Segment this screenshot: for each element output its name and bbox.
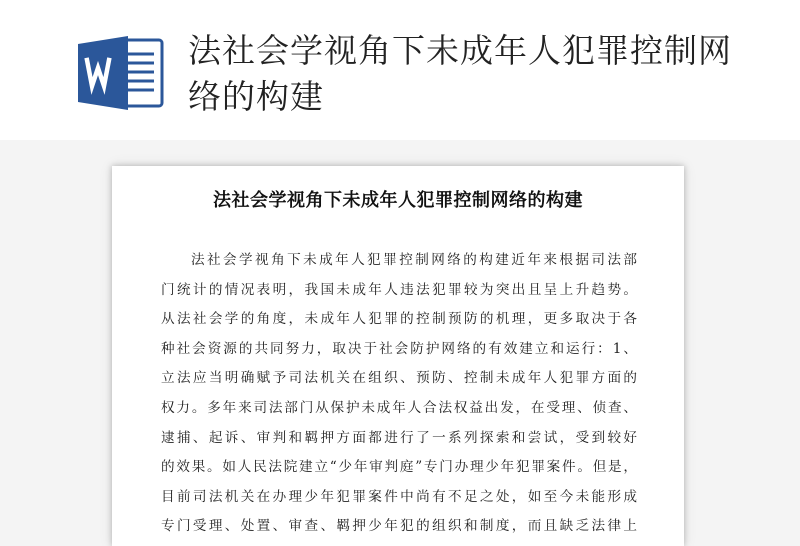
document-body — [161, 246, 637, 542]
body-line: 从法社会学的角度，未成年人犯罪的控制预防的机理，更多取决于各 — [161, 311, 637, 328]
word-document-icon — [78, 34, 166, 112]
header-title: 法社会学视角下未成年人犯罪控制网络的构建 — [188, 31, 732, 116]
body-line: 种社会资源的共同努力，取决于社会防护网络的有效建立和运行：1、 — [161, 340, 637, 357]
body-line: 门统计的情况表明，我国未成年人违法犯罪较为突出且呈上升趋势。 — [161, 281, 637, 298]
body-line: 立法应当明确赋予司法机关在组织、预防、控制未成年人犯罪方面的 — [161, 370, 637, 387]
body-line: 目前司法机关在办理少年犯罪案件中尚有不足之处，如至今未能形成 — [161, 488, 637, 505]
body-line: 法社会学视角下未成年人犯罪控制网络的构建近年来根据司法部 — [191, 252, 637, 268]
body-line: 逮捕、起诉、审判和羁押方面都进行了一系列探索和尝试，受到较好 — [161, 429, 637, 446]
body-line: 的效果。如人民法院建立“少年审判庭”专门办理少年犯罪案件。但是， — [161, 459, 637, 476]
body-line: 权力。多年来司法部门从保护未成年人合法权益出发，在受理、侦查、 — [161, 399, 637, 416]
document-title: 法社会学视角下未成年人犯罪控制网络的构建 — [213, 190, 583, 211]
body-line: 专门受理、处置、审查、羁押少年犯的组织和制度，而且缺乏法律上 — [161, 518, 637, 535]
header-band — [0, 0, 800, 140]
document-page — [112, 166, 684, 546]
